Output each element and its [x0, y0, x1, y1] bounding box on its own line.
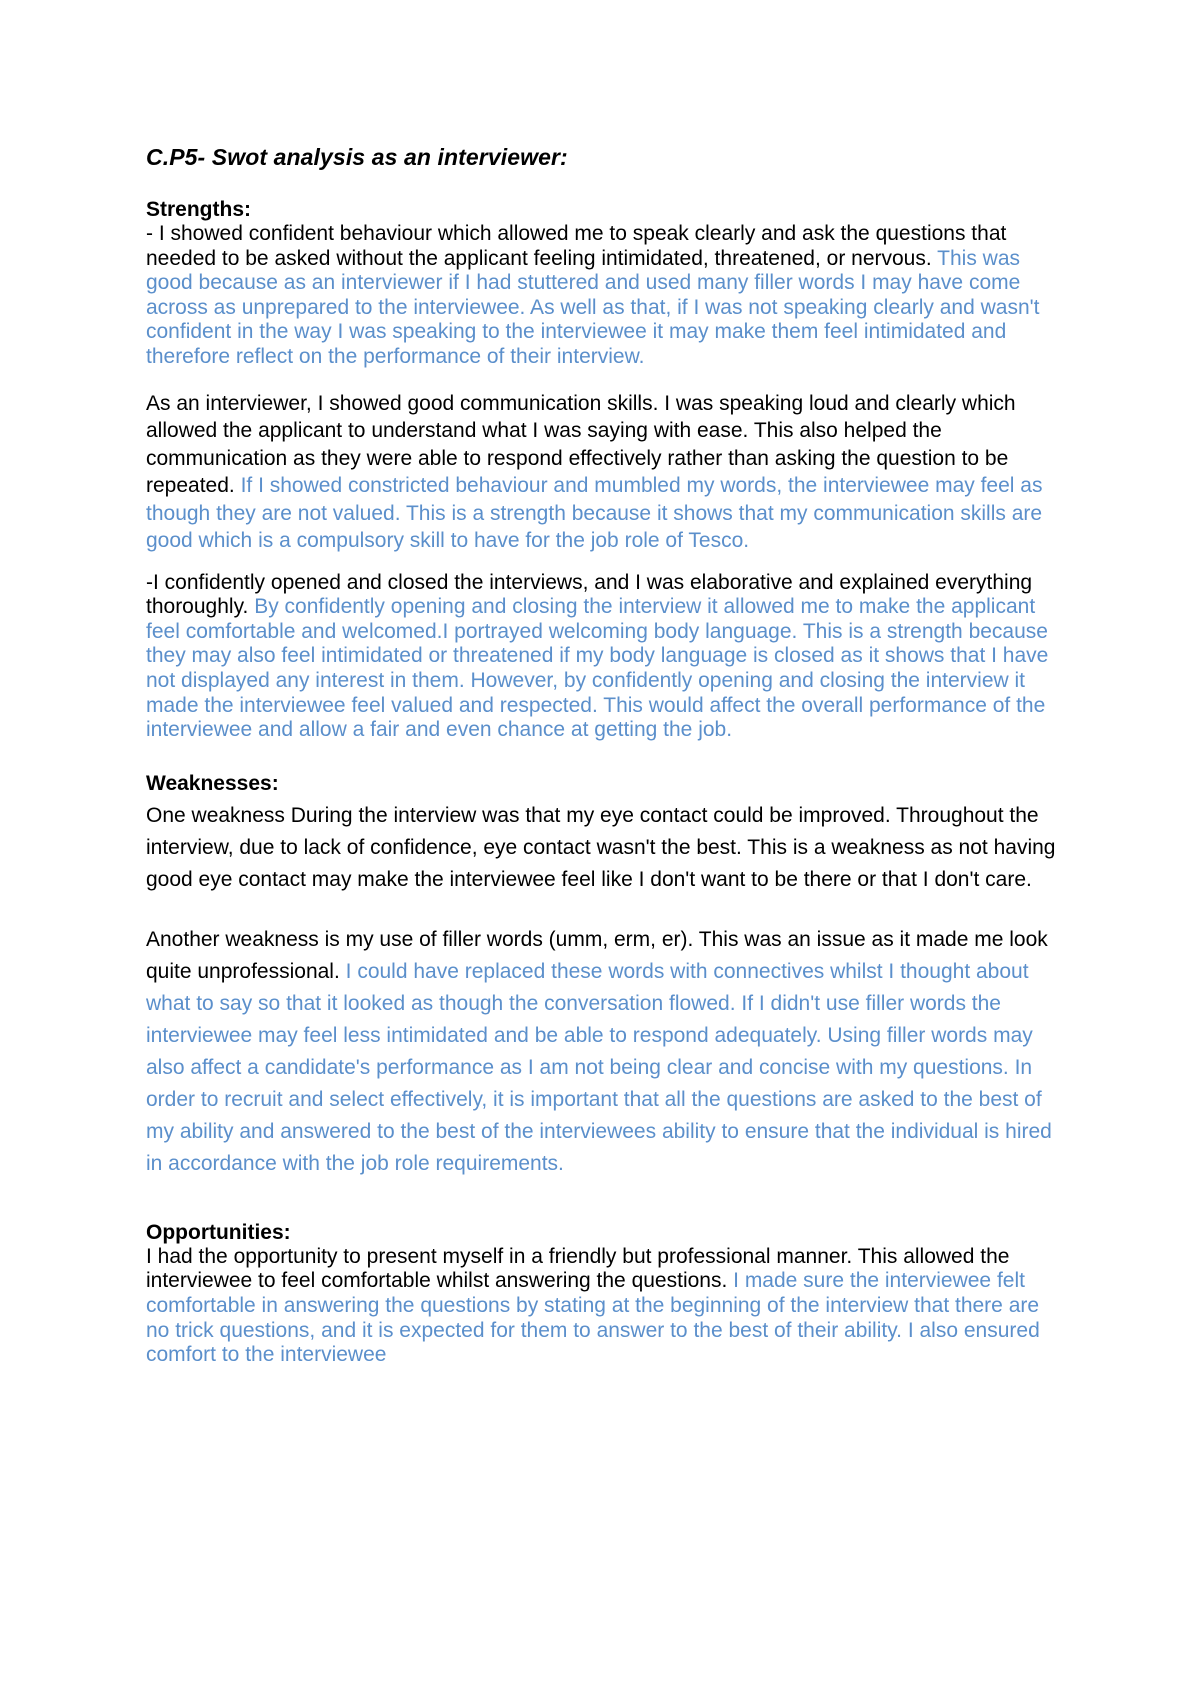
weaknesses-paragraph-1: [146, 800, 1066, 896]
strengths-p3-text: -I confidently opened and closed the interviews, and I was elaborative and explained everything thoroughly.: [146, 570, 1033, 619]
strengths-p1-explanation: This was good because as an interviewer if I had stuttered and used many filler words I may have come across as unprepared to the interviewee. As well as that, if I was not speaking clearly and wasn't confident in the way I was speaking to the interviewee it may make them feel intimidated and therefore reflect on the performance of their interview.: [146, 246, 1040, 368]
weaknesses-section: [146, 771, 1066, 1180]
strengths-section: [146, 197, 1066, 743]
opportunities-section: [146, 1220, 1066, 1368]
weaknesses-p1-text: One weakness During the interview was that my eye contact could be improved. Throughout the interview, due to lack of confidence, eye contact wasn't the best. This is a weakness as not having good eye contact may make the interviewee feel like I don't want to be there or that I don't care.: [146, 803, 1056, 891]
strengths-paragraph-2: [146, 390, 1066, 555]
weaknesses-p2-text: Another weakness is my use of filler words (umm, erm, er). This was an issue as it made me look quite unprofessional.: [146, 927, 1048, 983]
strengths-paragraph-1: [146, 222, 1066, 370]
weaknesses-paragraph-2: [146, 924, 1066, 1180]
strengths-p3-explanation: By confidently opening and closing the interview it allowed me to make the applicant feel comfortable and welcomed.I portrayed welcoming body language. This is a strength because they may also feel intimidated or threatened if my body language is closed as it shows that I have not displayed any interest in them. However, by confidently opening and closing the interview it made the interviewee feel valued and respected. This would affect the overall performance of the interviewee and allow a fair and even chance at getting the job.: [146, 595, 1049, 742]
strengths-p2-explanation: If I showed constricted behaviour and mumbled my words, the interviewee may feel as though they are not valued. This is a strength because it shows that my communication skills are good which is a compulsory skill to have for the job role of Tesco.: [146, 474, 1043, 553]
opportunities-p1-text: I had the opportunity to present myself in a friendly but professional manner. This allowed the interviewee to feel comfortable whilst answering the questions.: [146, 1244, 1010, 1293]
opportunities-p1-explanation: I made sure the interviewee felt comfortable in answering the questions by stating at the beginning of the interview that there are no trick questions, and it is expected for them to answer to the best of their ability. I also ensured comfort to the interviewee: [146, 1269, 1040, 1367]
strengths-paragraph-3: [146, 571, 1066, 743]
weaknesses-heading: Weaknesses:: [146, 771, 279, 795]
opportunities-paragraph-1: [146, 1245, 1066, 1368]
opportunities-heading: Opportunities:: [146, 1220, 291, 1244]
strengths-p2-text: As an interviewer, I showed good communication skills. I was speaking loud and clearly which allowed the applicant to understand what I was saying with ease. This also helped the communication as they were able to respond effectively rather than asking the question to be repeated.: [146, 391, 1016, 498]
document-title: C.P5- Swot analysis as an interviewer:: [146, 144, 568, 170]
weaknesses-p2-explanation: I could have replaced these words with connectives whilst I thought about what to say so that it looked as though the conversation flowed. If I didn't use filler words the interviewee may feel less intimidated and be able to respond adequately. Using filler words may also affect a candidate's performance as I am not being clear and concise with my questions. In order to recruit and select effectively, it is important that all the questions are asked to the best of my ability and answered to the best of the interviewees ability to ensure that the individual is hired in accordance with the job role requirements.: [146, 959, 1052, 1175]
strengths-heading: Strengths:: [146, 198, 251, 221]
strengths-p1-text: - I showed confident behaviour which allowed me to speak clearly and ask the questions that needed to be asked without the applicant feeling intimidated, threatened, or nervous.: [146, 222, 1007, 270]
document-body: [146, 144, 1066, 1368]
